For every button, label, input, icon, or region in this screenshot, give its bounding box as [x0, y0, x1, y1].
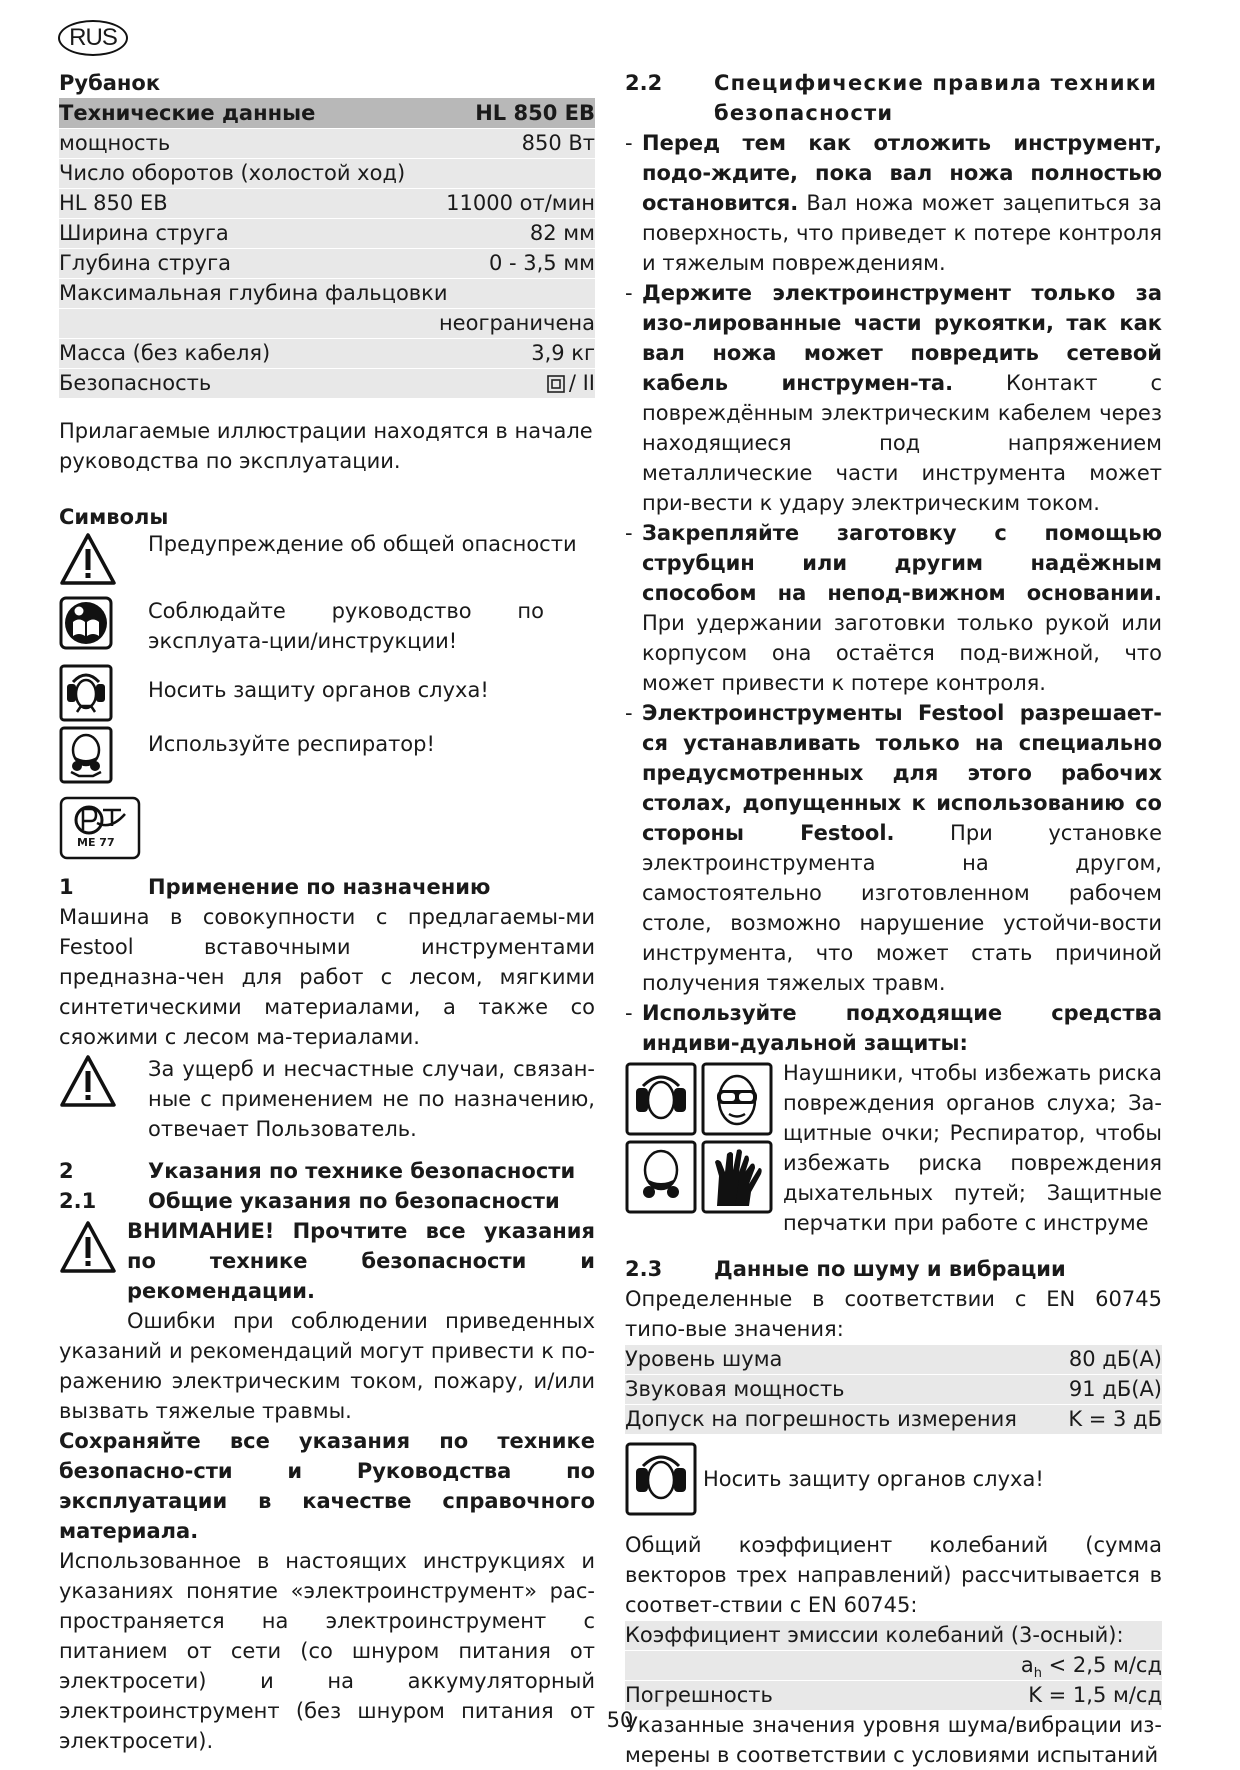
- page-number: 50: [606, 1708, 634, 1732]
- keep-instructions: Сохраняйте все указания по технике безопасно-сти и Руководства по эксплуатации в качестве справочного материала.: [59, 1429, 595, 1543]
- cert-mark-text: МЕ 77: [77, 836, 115, 849]
- language-badge: RUS: [58, 20, 128, 56]
- left-column: [59, 68, 595, 1756]
- illustrations-note: Прилагаемые иллюстрации находятся в начале руководства по эксплуатации.: [59, 419, 593, 473]
- noise-table: [625, 1344, 1162, 1434]
- ear-protection-icon: [59, 664, 113, 722]
- spec-label: мощность: [59, 131, 171, 155]
- noise-row: [625, 1374, 1162, 1404]
- ah-symbol: a: [1020, 1653, 1034, 1677]
- attention-block: [59, 1216, 595, 1306]
- spec-row-rebate: [59, 308, 595, 338]
- vibration-error-value: K = 1,5 м/сд: [1028, 1683, 1162, 1707]
- warning-triangle-icon: [59, 1054, 117, 1108]
- double-insulation-icon: [547, 375, 565, 393]
- right-column: [625, 68, 1162, 1770]
- spec-value: [547, 369, 595, 398]
- bullet-bold: Закрепляйте заготовку с помощью струбцин или другим надёжным способом на непод-вижном основании.: [642, 521, 1162, 605]
- closing-text: Указанные значения уровня шума/вибрации из-мерены в соответствии с условиями испытаний: [625, 1713, 1162, 1767]
- section-2-heading: [59, 1156, 595, 1186]
- ear-protection-note: [625, 1442, 1162, 1516]
- symbol-text: Предупреждение об общей опасности: [148, 532, 577, 556]
- spec-value: 3,9 кг: [531, 341, 595, 365]
- section-title: Данные по шуму и вибрации: [714, 1257, 1066, 1281]
- noise-value: K = 3 дБ: [1068, 1407, 1162, 1431]
- bullet-item: - Электроинструменты Festool разрешает-ся устанавливать только на специально предусмотренных для этого рабочих столах, допущенных к использованию со стороны Festool. При установке электроинструмента на другом, самостоятельно изготовленном рабочем столе, возможно нарушение устойчи-вости инструмента, что может стать причиной получения тяжелых травм.: [625, 701, 1162, 995]
- symbol-warning: [59, 532, 595, 590]
- product-title: Рубанок: [59, 71, 161, 95]
- symbol-text: Соблюдайте руководство по эксплуата-ции/инструкции!: [148, 599, 544, 653]
- section-title: Указания по технике безопасности: [148, 1159, 576, 1183]
- section-2-1-heading: [59, 1186, 595, 1216]
- spec-row-rebate-title: [59, 278, 595, 308]
- spec-row-rpm: [59, 188, 595, 218]
- spec-label: Масса (без кабеля): [59, 341, 271, 365]
- symbols-title: Символы: [59, 505, 169, 529]
- vibration-label: Коэффициент эмиссии колебаний (3-осный):: [625, 1623, 1124, 1647]
- bullet-bold: Перед тем как отложить инструмент, подо-ждите, пока вал ножа полностью остановится.: [642, 131, 1162, 215]
- ah-value: < 2,5 м/сд: [1041, 1653, 1162, 1677]
- noise-label: Уровень шума: [625, 1347, 783, 1371]
- spec-row-rpm-title: [59, 158, 595, 188]
- bullet-item: - Держите электроинструмент только за изо-лированные части рукоятки, так как вал ножа может повредить сетевой кабель инструмен-та. Контакт с повреждённым электрическим кабелем через находящиеся под напряжением металлические части инструмента может при-вести к удару электрическим током.: [625, 281, 1162, 515]
- spec-head-label: Технические данные: [59, 101, 316, 125]
- vibration-error-row: [625, 1680, 1162, 1710]
- noise-row: [625, 1344, 1162, 1374]
- vibration-value-row: [625, 1650, 1162, 1680]
- symbol-ear: [59, 664, 595, 722]
- warning-triangle-icon: [59, 532, 117, 586]
- bullet-bold: Используйте подходящие средства индиви-дуальной защиты:: [642, 1001, 1162, 1055]
- bullet-normal: При установке электроинструмента на другом, самостоятельно изготовленном рабочем столе, возможно нарушение устойчи-вости инструмента, что может стать причиной получения тяжелых травм.: [642, 821, 1162, 995]
- section-1-text: Машина в совокупности с предлагаемы-ми Festool вставочными инструментами предназна-чен для работ с лесом, мягкими синтетическими материалами, а также со сяожими с лесом ма-териалами.: [59, 905, 595, 1049]
- section-title: Применение по назначению: [148, 875, 491, 899]
- spec-row-width: [59, 218, 595, 248]
- spec-label: Ширина струга: [59, 221, 229, 245]
- symbol-respirator: [59, 726, 595, 784]
- spec-label: Безопасность: [59, 371, 212, 395]
- spec-value: 850 Вт: [521, 131, 595, 155]
- section-number: 2.1: [59, 1189, 97, 1213]
- section-title: Общие указания по безопасности: [148, 1189, 560, 1213]
- vibration-table: [625, 1620, 1162, 1710]
- spec-row-weight: [59, 338, 595, 368]
- respirator-icon: [625, 1140, 697, 1214]
- spec-row-safety: [59, 368, 595, 398]
- section-1-heading: [59, 872, 595, 902]
- section-number: 2.2: [625, 71, 663, 95]
- noise-label: Допуск на погрешность измерения: [625, 1407, 1017, 1431]
- safety-goggles-icon: [701, 1062, 773, 1136]
- spec-table: [59, 98, 595, 398]
- spec-label: Число оборотов (холостой ход): [59, 161, 406, 185]
- ah-subscript: h: [1033, 1666, 1042, 1682]
- term-definition: Использованное в настоящих инструкциях и указаниях понятие «электроинструмент» рас-пространяется на электроинструмент с питанием от сети (со шнуром питания от электросети) и на аккумуляторный электроинструмент (без шнуром питания от электросети).: [59, 1549, 595, 1753]
- noise-value: 80 дБ(A): [1068, 1347, 1162, 1371]
- section-number: 2.3: [625, 1257, 663, 1281]
- bullet-item: - Закрепляйте заготовку с помощью струбцин или другим надёжным способом на непод-вижном основании. При удержании заготовки только рукой или корпусом она остаётся под-вижной, что может привести к потере контроля.: [625, 521, 1162, 695]
- spec-value: неограничена: [438, 311, 595, 335]
- ear-protection-icon: [625, 1442, 697, 1516]
- vibration-intro: Общий коэффициент колебаний (сумма векторов трех направлений) рассчитывается в соответ-ствии с EN 60745:: [625, 1533, 1162, 1617]
- noise-row: [625, 1404, 1162, 1434]
- noise-intro: Определенные в соответствии с EN 60745 типо-вые значения:: [625, 1287, 1162, 1341]
- symbol-text: Используйте респиратор!: [148, 732, 435, 756]
- section-2-3-heading: [625, 1254, 1162, 1284]
- bullet-item: - Используйте подходящие средства индиви-дуальной защиты:: [625, 1001, 1162, 1055]
- warning-text: За ущерб и несчастные случаи, связан-ные с применением не по назначению, отвечает Пользователь.: [148, 1057, 595, 1141]
- spec-head-model: HL 850 EB: [475, 101, 595, 125]
- section-1-warning: [59, 1054, 595, 1144]
- vibration-error-label: Погрешность: [625, 1683, 773, 1707]
- section-number: 1: [59, 875, 74, 899]
- spec-value: 11000 от/мин: [446, 191, 595, 215]
- bullet-normal: Контакт с повреждённым электрическим кабелем через находящиеся под напряжением металлические части инструмента может при-вести к удару электрическим током.: [642, 371, 1162, 515]
- noise-value: 91 дБ(A): [1068, 1377, 1162, 1401]
- protective-gloves-icon: [701, 1140, 773, 1214]
- ppe-block: [625, 1062, 1162, 1238]
- attention-text: ВНИМАНИЕ! Прочтите все указания по технике безопасности и рекомендации.: [127, 1219, 595, 1303]
- ear-protection-text: Носить защиту органов слуха!: [703, 1467, 1044, 1491]
- symbol-manual: [59, 596, 595, 656]
- bullet-normal: При удержании заготовки только рукой или корпусом она остаётся под-вижной, что может привести к потере контроля.: [642, 611, 1162, 695]
- read-manual-icon: [59, 596, 113, 650]
- spec-label: Глубина струга: [59, 251, 231, 275]
- spec-label: HL 850 EB: [59, 191, 168, 215]
- spec-row-depth: [59, 248, 595, 278]
- bullet-item: - Перед тем как отложить инструмент, подо-ждите, пока вал ножа полностью остановится. Вал ножа может зацепиться за поверхность, что приведет к потере контроля и тяжелым повреждениям.: [625, 131, 1162, 275]
- bullet-normal: Вал ножа может зацепиться за поверхность, что приведет к потере контроля и тяжелым повреждениям.: [642, 191, 1162, 275]
- bullet-bold: Электроинструменты Festool разрешает-ся устанавливать только на специально предусмотренных для этого рабочих столах, допущенных к использованию со стороны Festool.: [642, 701, 1162, 845]
- ppe-text: Наушники, чтобы избежать риска повреждения органов слуха; За-щитные очки; Респиратор, чтобы избежать риска повреждения дыхательных путей; Защитные перчатки при работе с инструме: [783, 1061, 1162, 1235]
- spec-value: 0 - 3,5 мм: [488, 251, 595, 275]
- vibration-row: [625, 1620, 1162, 1650]
- attention-rest: Ошибки при соблюдении приведенных указаний и рекомендаций могут привести к по-ражению электрическим током, пожару, и/или вызвать тяжелые травмы.: [59, 1309, 595, 1423]
- ppe-icon-grid: [625, 1062, 775, 1238]
- vibration-value: [1021, 1651, 1162, 1680]
- noise-label: Звуковая мощность: [625, 1377, 845, 1401]
- spec-label: Максимальная глубина фальцовки: [59, 281, 448, 305]
- warning-triangle-icon: [59, 1220, 117, 1274]
- spec-value: 82 мм: [529, 221, 595, 245]
- respirator-icon: [59, 726, 113, 784]
- section-number: 2: [59, 1159, 74, 1183]
- ear-protection-icon: [625, 1062, 697, 1136]
- section-title: Специфические правила техники безопасности: [714, 71, 1158, 125]
- spec-table-header: [59, 98, 595, 128]
- spec-row-power: [59, 128, 595, 158]
- section-2-2-heading: [625, 68, 1162, 128]
- symbol-text: Носить защиту органов слуха!: [148, 678, 489, 702]
- safety-class: / II: [568, 371, 595, 395]
- bullet-bold: Держите электроинструмент только за изо-лированные части рукоятки, так как вал ножа может повредить сетевой кабель инструмен-та.: [642, 281, 1162, 395]
